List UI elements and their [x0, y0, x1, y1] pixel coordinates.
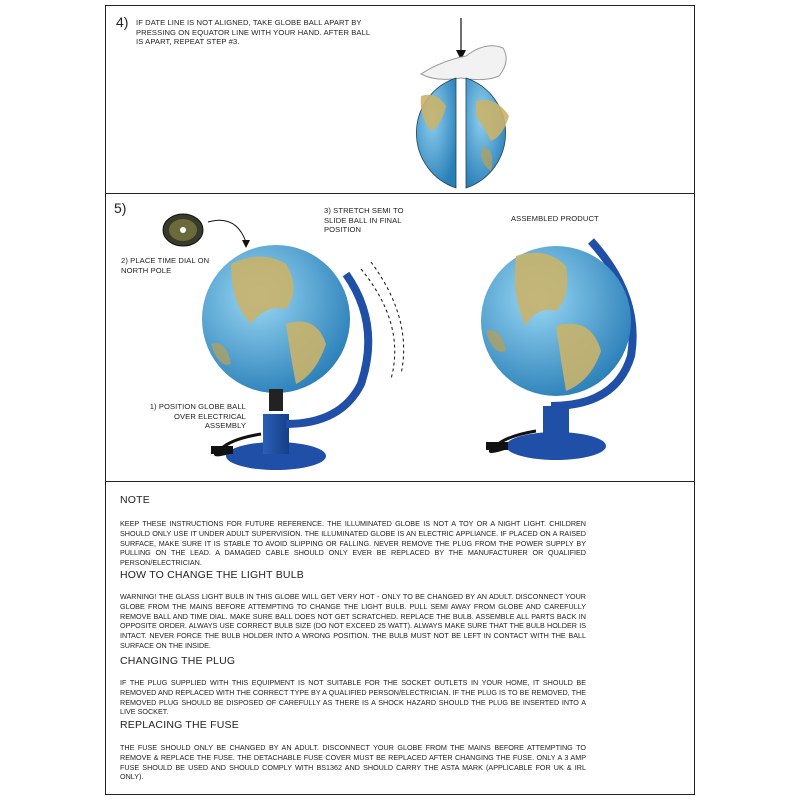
- notes-panel: [105, 481, 695, 795]
- fuse-heading: REPLACING THE FUSE: [120, 719, 239, 731]
- label-time-dial: 2) PLACE TIME DIAL ON NORTH POLE: [121, 256, 210, 275]
- step-5-number: 5): [114, 200, 127, 216]
- note-heading: NOTE: [120, 494, 150, 506]
- note-text: KEEP THESE INSTRUCTIONS FOR FUTURE REFERENCE. THE ILLUMINATED GLOBE IS NOT A TOY OR A NIGHT LIGHT. CHILDREN SHOULD ONLY USE IT UNDER ADULT SUPERVISION. THE ILLUMINATED GLOBE IS AN ELECTRIC APPLIANCE. IF PLACED ON A RAISED SURFACE, MAKE SURE IT IS STABLE TO AVOID SLIPPING OR FALLING. NEVER REMOVE THE PLUG FROM THE POWER SUPPLY BY PULLING ON THE LEAD. A DAMAGED CABLE SHOULD ONLY EVER BE REPLACED BY THE MANUFACTURER OR QUALIFIED PERSON/ELECTRICIAN.: [120, 519, 586, 568]
- assembled-globe-illustration: [471, 236, 651, 471]
- fuse-text: THE FUSE SHOULD ONLY BE CHANGED BY AN ADULT. DISCONNECT YOUR GLOBE FROM THE MAINS BEFORE ATTEMPTING TO REMOVE & REPLACE THE FUSE. THE DETACHABLE FUSE COVER MUST BE REPLACED AFTER CHANGING THE FUSE. ONLY A 3 AMP FUSE SHOULD BE USED AND SHOULD COMPLY WITH BS1362 AND SHOULD CARRY THE ASTA MARK (APPLICABLE FOR UK & IRL ONLY).: [120, 743, 586, 782]
- label-assembled-product: ASSEMBLED PRODUCT: [511, 214, 599, 223]
- bulb-text: WARNING! THE GLASS LIGHT BULB IN THIS GLOBE WILL GET VERY HOT - ONLY TO BE CHANGED BY AN ADULT. DISCONNECT YOUR GLOBE FROM THE MAINS BEFORE ATTEMPTING TO CHANGE THE LIGHT BULB. PULL SEMI AWAY FROM GLOBE AND CAREFULLY REMOVE BALL AND TIME DIAL. MAKE SURE BALL DOES NOT GET SCRATCHED. REPLACE THE BULB. ASSEMBLE ALL PARTS BACK IN OPPOSITE ORDER. ALWAYS USE CORRECT BULB SIZE (DO NOT EXCEED 25 WATT). ALWAYS MAKE SURE THAT THE BULB HOLDER IS INTACT. NEVER FORCE THE BULB HOLDER INTO A WRONG POSITION. THE BULB MUST NOT BE LEFT IN CONTACT WITH THE BALL SURFACE ON THE INSIDE.: [120, 592, 586, 650]
- step-5-panel: [105, 193, 695, 483]
- step-4-instruction: IF DATE LINE IS NOT ALIGNED, TAKE GLOBE BALL APART BY PRESSING ON EQUATOR LINE WITH YOUR HAND. AFTER BALL IS APART, REPEAT STEP #3.: [136, 18, 370, 46]
- step-4-panel: [105, 5, 695, 195]
- label-stretch-semi: 3) STRETCH SEMI TO SLIDE BALL IN FINAL POSITION: [324, 206, 404, 234]
- label-position-ball: 1) POSITION GLOBE BALL OVER ELECTRICAL ASSEMBLY: [149, 402, 246, 430]
- bulb-heading: HOW TO CHANGE THE LIGHT BULB: [120, 569, 304, 581]
- split-globe-illustration: [391, 16, 531, 191]
- plug-text: IF THE PLUG SUPPLIED WITH THIS EQUIPMENT IS NOT SUITABLE FOR THE SOCKET OUTLETS IN YOUR HOME, IT SHOULD BE REMOVED AND REPLACED WITH THE CORRECT TYPE BY A QUALIFIED PERSON/ELECTRICIAN. IF THE PLUG IS TO BE REMOVED, THE REMOVED PLUG SHOULD BE DISPOSED OF CAREFULLY AS THERE IS A SHOCK HAZARD SHOULD THE PLUG BE INSERTED INTO A LIVE SOCKET.: [120, 678, 586, 717]
- globe-assembly-illustration: [191, 234, 421, 479]
- plug-heading: CHANGING THE PLUG: [120, 655, 236, 667]
- step-4-number: 4): [116, 14, 129, 30]
